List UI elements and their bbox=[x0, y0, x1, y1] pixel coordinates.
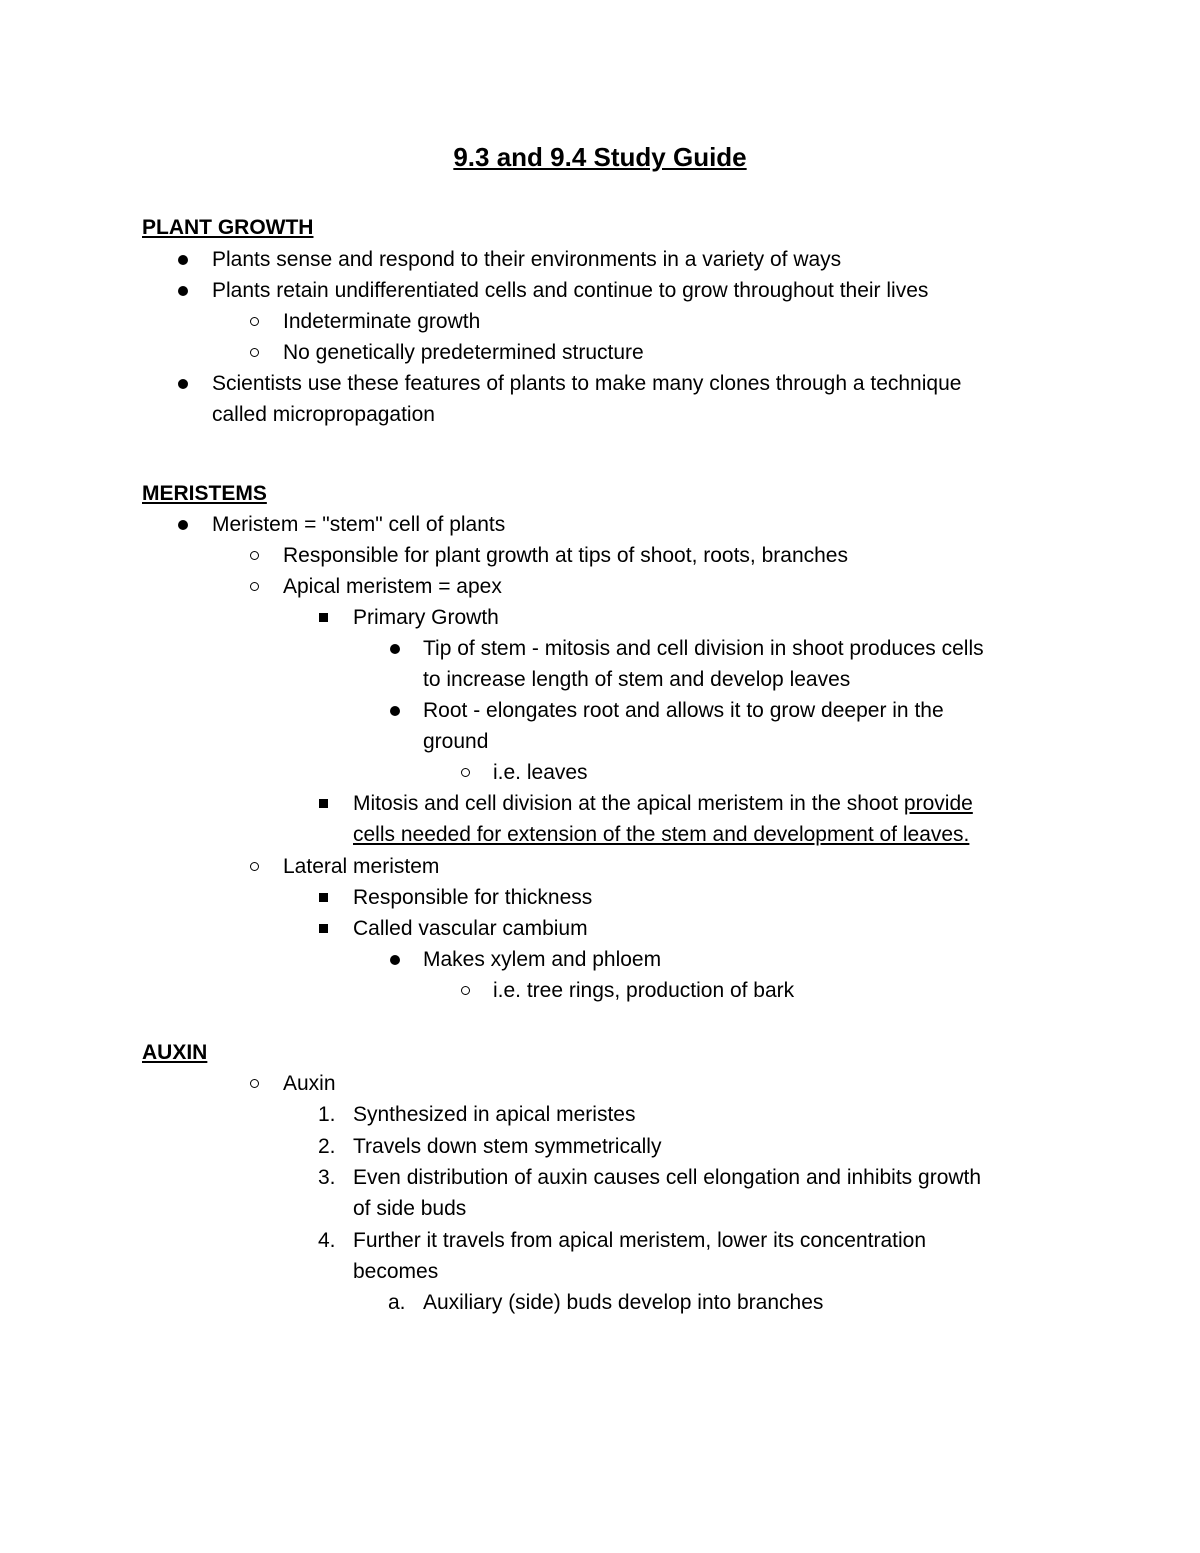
bullet-disc-icon bbox=[390, 644, 400, 654]
list-item: Tip of stem - mitosis and cell division in shoot produces cells bbox=[423, 637, 984, 660]
list-item: i.e. leaves bbox=[493, 761, 588, 784]
list-item: Root - elongates root and allows it to grow deeper in the bbox=[423, 699, 944, 722]
list-item: Responsible for thickness bbox=[353, 886, 593, 909]
list-item: Plants sense and respond to their environments in a variety of ways bbox=[212, 248, 842, 271]
list-item: Lateral meristem bbox=[283, 855, 440, 878]
list-item: Responsible for plant growth at tips of shoot, roots, branches bbox=[283, 544, 848, 567]
list-item: Synthesized in apical meristes bbox=[353, 1103, 636, 1126]
list-item-continuation: cells needed for extension of the stem and development of leaves. bbox=[353, 823, 970, 846]
list-item: Indeterminate growth bbox=[283, 310, 481, 333]
list-item: Scientists use these features of plants to make many clones through a technique bbox=[212, 372, 962, 395]
list-item-continuation: to increase length of stem and develop leaves bbox=[423, 668, 851, 691]
section-heading-meristems: MERISTEMS bbox=[142, 482, 267, 505]
list-item: Plants retain undifferentiated cells and continue to grow throughout their lives bbox=[212, 279, 929, 302]
list-item: i.e. tree rings, production of bark bbox=[493, 979, 795, 1002]
bullet-square-icon bbox=[319, 613, 328, 622]
list-number: 4. bbox=[318, 1229, 336, 1252]
bullet-circle-icon bbox=[250, 862, 259, 871]
bullet-disc-icon bbox=[178, 520, 188, 530]
bullet-circle-icon bbox=[250, 348, 259, 357]
section-heading-plant-growth: PLANT GROWTH bbox=[142, 216, 314, 239]
list-number: 3. bbox=[318, 1166, 336, 1189]
bullet-circle-icon bbox=[461, 986, 470, 995]
list-item: Travels down stem symmetrically bbox=[353, 1135, 662, 1158]
list-item: Auxiliary (side) buds develop into branches bbox=[423, 1291, 824, 1314]
list-number: 1. bbox=[318, 1103, 336, 1126]
bullet-square-icon bbox=[319, 799, 328, 808]
bullet-square-icon bbox=[319, 893, 328, 902]
list-item: Primary Growth bbox=[353, 606, 499, 629]
list-item-continuation: called micropropagation bbox=[212, 403, 435, 426]
bullet-square-icon bbox=[319, 924, 328, 933]
list-item: Meristem = "stem" cell of plants bbox=[212, 513, 506, 536]
bullet-circle-icon bbox=[250, 582, 259, 591]
bullet-disc-icon bbox=[390, 955, 400, 965]
page-title: 9.3 and 9.4 Study Guide bbox=[453, 142, 747, 172]
bullet-circle-icon bbox=[250, 551, 259, 560]
list-item: Called vascular cambium bbox=[353, 917, 588, 940]
list-item: Further it travels from apical meristem, lower its concentration bbox=[353, 1229, 927, 1252]
list-item: No genetically predetermined structure bbox=[283, 341, 644, 364]
list-item: Auxin bbox=[283, 1072, 336, 1095]
list-letter: a. bbox=[388, 1291, 406, 1314]
bullet-disc-icon bbox=[178, 286, 188, 296]
list-item-continuation: ground bbox=[423, 730, 489, 753]
bullet-circle-icon bbox=[250, 1079, 259, 1088]
mitosis-text: Mitosis and cell division at the apical meristem in the shoot bbox=[353, 792, 904, 815]
list-item: Apical meristem = apex bbox=[283, 575, 502, 598]
bullet-circle-icon bbox=[461, 768, 470, 777]
list-item: Makes xylem and phloem bbox=[423, 948, 662, 971]
list-item: Even distribution of auxin causes cell elongation and inhibits growth bbox=[353, 1166, 982, 1189]
list-item-continuation: of side buds bbox=[353, 1197, 467, 1220]
list-number: 2. bbox=[318, 1135, 336, 1158]
bullet-disc-icon bbox=[178, 379, 188, 389]
list-item bbox=[353, 788, 973, 819]
list-item-continuation: becomes bbox=[353, 1260, 439, 1283]
bullet-circle-icon bbox=[250, 317, 259, 326]
section-heading-auxin: AUXIN bbox=[142, 1041, 208, 1064]
mitosis-underlined-text: provide bbox=[903, 792, 973, 815]
bullet-disc-icon bbox=[390, 706, 400, 716]
bullet-disc-icon bbox=[178, 255, 188, 265]
